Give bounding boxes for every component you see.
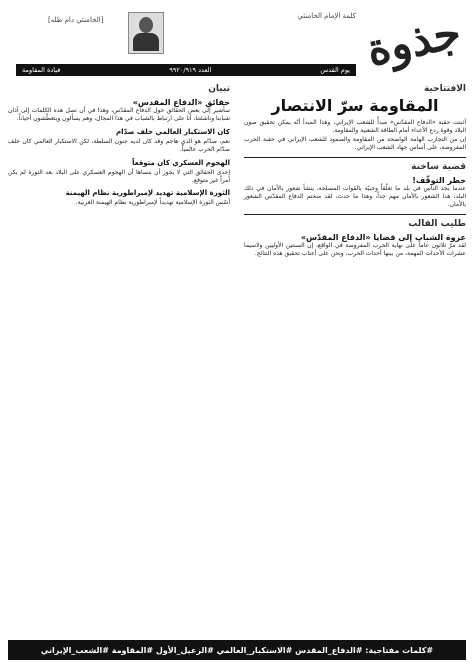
left-headline: حقائق «الدفاع المقدس»: [132, 98, 230, 107]
sub2-body: إحدى الحقائق التي لا يجوز أن ننساها أن الهجوم العسكري على البلاد بعد الثورة لم يكن أمراً غير متوقع.: [8, 168, 230, 185]
right-column: [244, 84, 466, 259]
section2-headline: خطر التوقّف!: [412, 175, 466, 185]
editorial-kicker: الافتتاحية: [423, 84, 466, 94]
section2-kicker: قضية ساخنة: [411, 161, 466, 172]
masthead: [8, 6, 466, 78]
issue-number: العدد ٩٩٢٠/٩١٩: [169, 66, 212, 74]
ribbon-left: قيادة المقاومة: [22, 66, 61, 74]
sub2-heading: الهجوم العسكري كان متوقعاً: [132, 158, 230, 167]
editorial-lead-2: إن من التجارب الهامة الواضحة من المقاومة والصمود للشعب الإيراني في حقبة الحرب المفروضة، على أساس جهاد الشعب الإيراني.: [244, 135, 466, 152]
sub1-heading: كان الاستكبار العالمي خلف صدّام: [116, 127, 230, 136]
editorial-lead: أثبتت حقبة «الدفاع المقدّس» مبدأً للشعب الإيراني، وهذا المبدأ أنّه يمكن تحقيق صون البلاد وقوة ردع الأعداء أمام الطاقة الشعبية والمقاومة.: [244, 119, 466, 135]
section2-body: عندما يجد الناس في بلد ما تعلّقاً وحبيّة بالقوات المسلحة، ينشأ شعور بالأمان في ذلك البلد، هذا الشعور بالأمان مهم جداً، وهذا ما حدث، لقد منحتم الدفاع المقدّس الشعور بالأمان.: [244, 184, 466, 209]
section3-kicker: طليب القالب: [408, 218, 466, 229]
keywords-bar: #كلمات مفتاحية: #الدفاع_المقدس #الاستكبار_العالمي #الزعيل_الأول #المقاومة #الشعب_الإيراني: [8, 640, 466, 660]
tagline: كلمة الإمام الخامنئي: [297, 12, 356, 20]
divider: [244, 214, 466, 215]
ribbon-right: يوم القدس: [320, 66, 350, 74]
sub1-body: نعم، صدّام هو الذي هاجم وقد كان لديه جنون السلطة، لكن الاستكبار العالمي كان خلف صدّام الحرب عالمياً.: [8, 137, 230, 154]
sub3-heading: الثورة الإسلامية تهديد لإمبراطورية نظام الهيمنة: [65, 189, 230, 198]
section3-body: لقد مرّ ثلاثون عاماً على نهاية الحرب المفروضة في الواقع، إن السنتين الأوليين ولاسيما عشرات الأحداث المهمة، من بينها أحداث الحرب، ونحن على أعتاب تحقيق هذه النتائج.: [244, 241, 466, 258]
top-label: [الخامنئي دام ظله]: [48, 16, 104, 24]
sub3-body: أسّس الثورة الإسلامية تهديداً لإمبراطورية نظام الهيمنة الغربية.: [75, 199, 230, 207]
left-kicker: تبيان: [208, 84, 230, 94]
left-body: سأشير إلى بعض الحقائق حول الدفاع المقدّس، وهذا في أن تصل هذه الكلمات إلى آذان شبابنا وناشئتنا، أنا على ارتباط بالشباب في هذا المجال، وهم يسألون ويتعطّشون أحياناً.: [8, 107, 230, 123]
divider: [244, 157, 466, 158]
portrait-image: [128, 12, 164, 54]
ribbon-bar: [16, 64, 356, 76]
logo: جذوة: [362, 6, 466, 77]
left-column: [8, 84, 230, 208]
editorial-headline: المقاومة سرّ الانتصار: [271, 96, 439, 115]
section3-headline: عزوة الشباب إلى قضايا «الدفاع المقدّس»: [300, 232, 466, 242]
